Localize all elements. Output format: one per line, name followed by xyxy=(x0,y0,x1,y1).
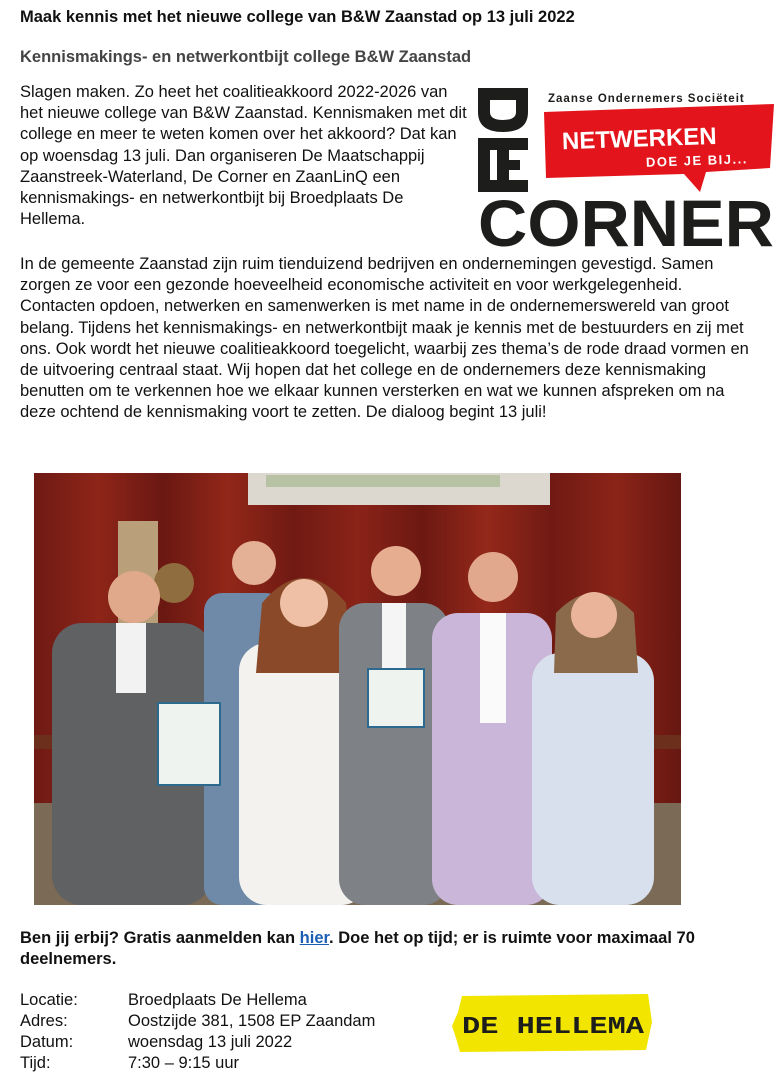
corner-netwerken-text: NETWERKEN xyxy=(561,122,718,156)
page-title: Maak kennis met het nieuwe college van B&W Zaanstad op 13 juli 2022 xyxy=(20,8,575,26)
body-paragraph: In de gemeente Zaanstad zijn ruim tienduizend bedrijven en ondernemingen gevestigd. Samen zorgen ze voor een gezonde hoeveelheid economische activiteit en voor werkgelegenheid. Contacten opdoen, netwerken en samenwerken is met name in de ondernemerswereld van groot belang. Tijdens het kennismakings- en netwerkontbijt maak je kennis met de bestuurders en zij met ons. Ook wordt het nieuwe coalitieakkoord toegelicht, waarbij zes thema’s de rode draad vormen en de uitvoering centraal staat. Wij hopen dat het college en de ondernemers deze kennismaking benutten om te verkennen hoe we elkaar kunnen versterken en wat we kunnen afspreken om na deze ochtend de kennismaking voort te zetten. De dialoog begint 13 juli! xyxy=(20,255,749,422)
info-row-address: Adres: Oostzijde 381, 1508 EP Zaandam xyxy=(20,1012,376,1030)
signup-link[interactable]: hier xyxy=(299,929,330,947)
info-row-time: Tijd: 7:30 – 9:15 uur xyxy=(20,1054,240,1072)
corner-main-text: CORNER xyxy=(478,186,774,250)
group-photo xyxy=(34,473,681,905)
info-row-date: Datum: woensdag 13 juli 2022 xyxy=(20,1033,293,1051)
signup-callout: Ben jij erbij? Gratis aanmelden kan hier. Doe het op tijd; er is ruimte voor maximaal 70 deelnemers. xyxy=(20,929,695,968)
event-info xyxy=(20,990,375,1074)
corner-society-text: Zaanse Ondernemers Sociëteit xyxy=(548,93,745,105)
corner-doe-text: DOE JE BIJ... xyxy=(645,151,749,170)
de-corner-logo xyxy=(476,80,776,250)
info-row-location: Locatie: Broedplaats De Hellema xyxy=(20,991,307,1009)
de-hellema-logo xyxy=(452,992,654,1054)
hellema-text: DE HELLEMA xyxy=(462,1014,645,1041)
intro-paragraph: Slagen maken. Zo heet het coalitieakkoord 2022-2026 van het nieuwe college van B&W Zaanstad. Kennismaken met dit college en meer te weten komen over het akkoord? Dat kan op woensdag 13 juli. Dan organiseren De Maatschappij Zaanstreek-Waterland, De Corner en ZaanLinQ een kennismakings- en netwerkontbijt bij Broedplaats De Hellema. xyxy=(20,83,467,229)
section-subtitle: Kennismakings- en netwerkontbijt college B&W Zaanstad xyxy=(20,48,472,66)
